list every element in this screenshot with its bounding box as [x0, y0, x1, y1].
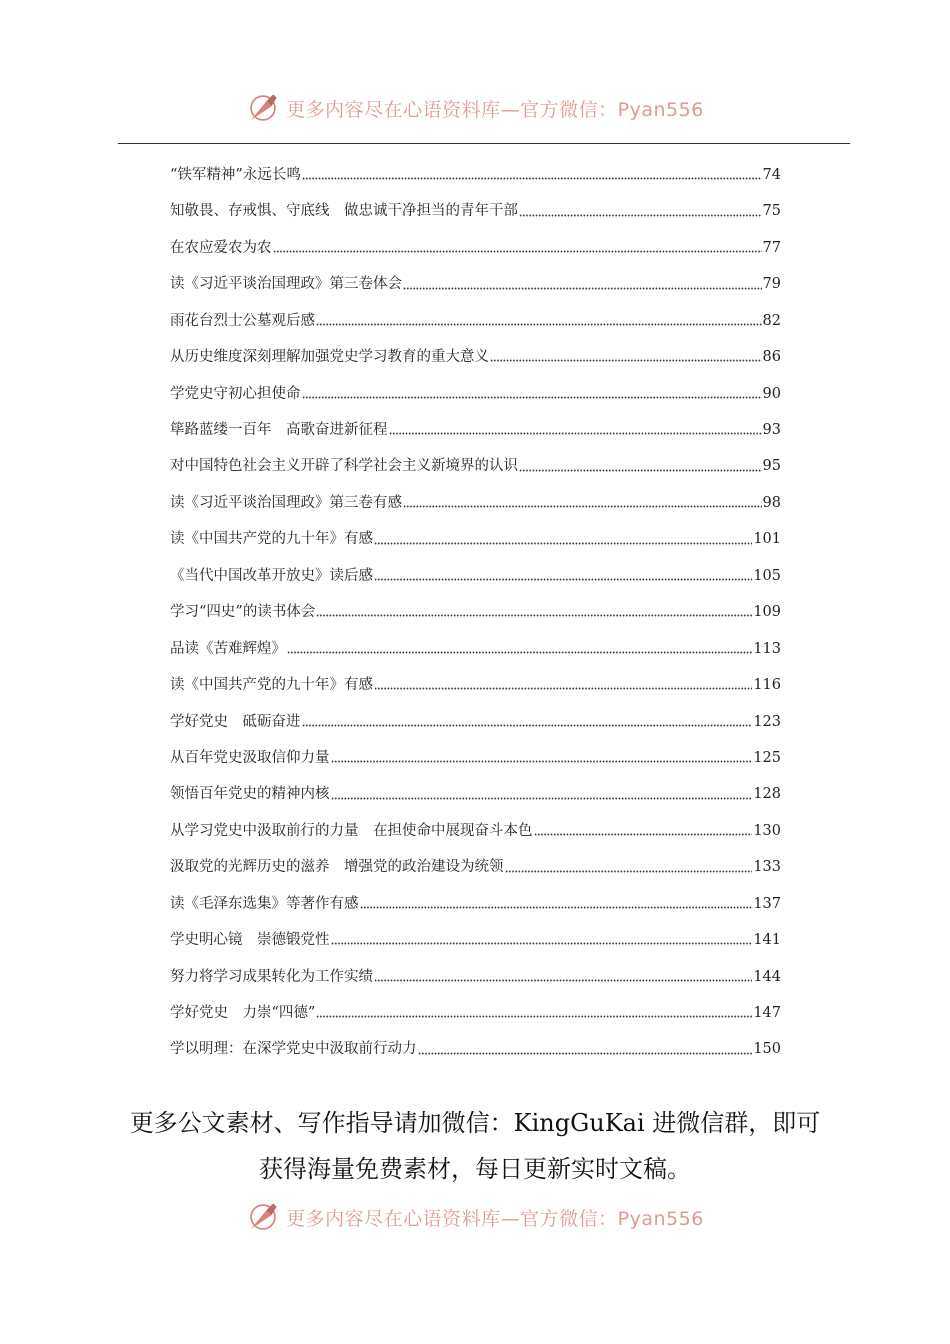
toc-dot-leader	[418, 1043, 753, 1057]
toc-dot-leader	[490, 350, 762, 364]
toc-entry	[170, 959, 781, 995]
toc-entry-page: 137	[753, 895, 781, 912]
toc-entry	[170, 594, 781, 630]
toc-entry-page: 74	[762, 166, 781, 183]
toc-entry	[170, 995, 781, 1031]
toc-entry	[170, 922, 781, 958]
toc-entry-page: 144	[753, 968, 781, 985]
toc-entry-page: 113	[753, 640, 781, 657]
toc-entry-title: 对中国特色社会主义开辟了科学社会主义新境界的认识	[170, 458, 518, 475]
toc-entry-page: 77	[762, 239, 781, 256]
toc-entry-title: 雨花台烈士公墓观后感	[170, 312, 315, 329]
toc-entry	[170, 157, 781, 193]
toc-entry-page: 130	[753, 822, 781, 839]
toc-dot-leader	[316, 605, 752, 619]
toc-entry-page: 95	[762, 458, 781, 475]
toc-dot-leader	[374, 678, 752, 692]
toc-entry-title: 领悟百年党史的精神内核	[170, 786, 330, 803]
toc-entry-page: 105	[753, 567, 781, 584]
toc-dot-leader	[403, 496, 762, 510]
toc-entry-page: 75	[762, 203, 781, 220]
toc-entry-title: 读《毛泽东选集》等著作有感	[170, 895, 359, 912]
toc-dot-leader	[287, 642, 752, 656]
toc-dot-leader	[389, 423, 762, 437]
toc-dot-leader	[505, 861, 753, 875]
toc-entry-title: 学史明心镜 崇德锻党性	[170, 932, 330, 949]
toc-entry	[170, 704, 781, 740]
toc-entry-title: 品读《苦难辉煌》	[170, 640, 286, 657]
footer-banner-text: 更多内容尽在心语资料库—官方微信：Pyan556	[286, 1207, 704, 1230]
toc-dot-leader	[302, 387, 762, 401]
toc-entry	[170, 193, 781, 229]
toc-entry-page: 141	[753, 932, 781, 949]
toc-entry-title: 读《中国共产党的九十年》有感	[170, 531, 373, 548]
toc-entry	[170, 303, 781, 339]
toc-dot-leader	[331, 751, 753, 765]
toc-dot-leader	[360, 897, 753, 911]
toc-entry-title: 在农应爱农为农	[170, 239, 272, 256]
toc-entry-page: 123	[753, 713, 781, 730]
toc-entry-title: 筚路蓝缕一百年 高歌奋进新征程	[170, 422, 388, 439]
toc-dot-leader	[331, 933, 753, 947]
toc-entry-page: 79	[762, 276, 781, 293]
toc-dot-leader	[302, 715, 753, 729]
toc-entry-title: 努力将学习成果转化为工作实绩	[170, 968, 373, 985]
toc-entry	[170, 266, 781, 302]
toc-entry	[170, 1032, 781, 1068]
toc-entry-title: 从百年党史汲取信仰力量	[170, 749, 330, 766]
toc-entry-page: 128	[753, 786, 781, 803]
promo-text	[100, 1100, 850, 1192]
pen-nib-logo-icon	[246, 1200, 280, 1234]
toc-entry-title: 学党史守初心担使命	[170, 385, 301, 402]
toc-entry	[170, 813, 781, 849]
toc-entry-page: 125	[753, 749, 781, 766]
toc-entry-title: 读《中国共产党的九十年》有感	[170, 677, 373, 694]
toc-entry	[170, 886, 781, 922]
table-of-contents	[170, 157, 781, 1068]
toc-entry-title: 从历史维度深刻理解加强党史学习教育的重大意义	[170, 349, 489, 366]
toc-dot-leader	[374, 569, 752, 583]
toc-dot-leader	[302, 168, 762, 182]
toc-entry	[170, 558, 781, 594]
toc-entry	[170, 485, 781, 521]
toc-dot-leader	[374, 970, 752, 984]
toc-entry-page: 82	[762, 312, 781, 329]
toc-entry-page: 90	[762, 385, 781, 402]
toc-entry-page: 133	[753, 859, 781, 876]
toc-entry-page: 150	[753, 1041, 781, 1058]
toc-entry-page: 101	[753, 531, 781, 548]
toc-entry-page: 93	[762, 422, 781, 439]
toc-entry-title: 读《习近平谈治国理政》第三卷体会	[170, 276, 402, 293]
toc-entry-page: 116	[753, 677, 781, 694]
toc-entry-title: 知敬畏、存戒惧、守底线 做忠诚干净担当的青年干部	[170, 203, 518, 220]
toc-entry	[170, 521, 781, 557]
toc-entry-title: 学好党史 力崇“四德”	[170, 1005, 316, 1022]
toc-entry	[170, 667, 781, 703]
toc-entry-page: 147	[753, 1005, 781, 1022]
toc-entry	[170, 376, 781, 412]
toc-entry	[170, 412, 781, 448]
toc-entry-title: 从学习党史中汲取前行的力量 在担使命中展现奋斗本色	[170, 822, 533, 839]
toc-entry	[170, 449, 781, 485]
toc-entry	[170, 230, 781, 266]
toc-entry-title: “铁军精神”永远长鸣	[170, 166, 301, 183]
toc-dot-leader	[273, 241, 762, 255]
toc-entry-title: 汲取党的光辉历史的滋养 增强党的政治建设为统领	[170, 859, 504, 876]
footer-banner	[0, 1197, 950, 1237]
toc-entry	[170, 849, 781, 885]
header-banner-text: 更多内容尽在心语资料库—官方微信：Pyan556	[286, 98, 704, 121]
toc-entry-title: 学以明理：在深学党史中汲取前行动力	[170, 1041, 417, 1058]
toc-dot-leader	[331, 788, 753, 802]
toc-dot-leader	[519, 460, 762, 474]
toc-entry	[170, 776, 781, 812]
pen-nib-logo-icon	[246, 91, 280, 125]
toc-entry-title: 《当代中国改革开放史》读后感	[170, 567, 373, 584]
toc-entry	[170, 740, 781, 776]
toc-entry-page: 98	[762, 494, 781, 511]
toc-dot-leader	[534, 824, 753, 838]
toc-entry-title: 学好党史 砥砺奋进	[170, 713, 301, 730]
toc-dot-leader	[519, 205, 762, 219]
toc-entry	[170, 631, 781, 667]
promo-line-1: 更多公文素材、写作指导请加微信：KingGuKai 进微信群，即可	[129, 1109, 821, 1137]
toc-entry-page: 86	[762, 349, 781, 366]
toc-entry	[170, 339, 781, 375]
toc-dot-leader	[316, 314, 762, 328]
toc-dot-leader	[374, 533, 752, 547]
toc-dot-leader	[403, 278, 762, 292]
toc-entry-title: 学习“四史”的读书体会	[170, 604, 316, 621]
toc-entry-page: 109	[753, 604, 781, 621]
header-banner	[0, 88, 950, 128]
toc-dot-leader	[316, 1006, 752, 1020]
header-divider	[118, 143, 850, 144]
promo-line-2: 获得海量免费素材，每日更新实时文稿。	[259, 1155, 691, 1183]
toc-entry-title: 读《习近平谈治国理政》第三卷有感	[170, 494, 402, 511]
